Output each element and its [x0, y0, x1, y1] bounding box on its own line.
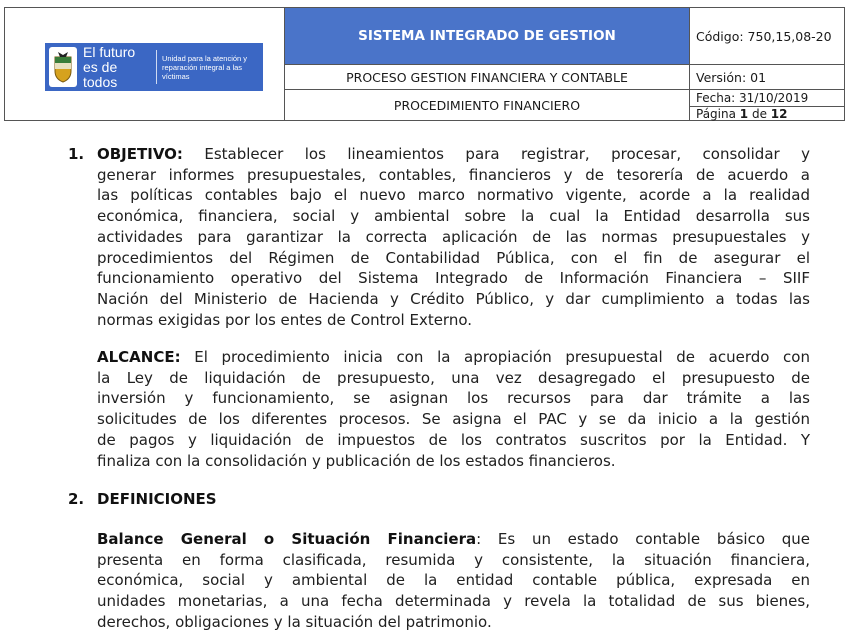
process-name: PROCESO GESTION FINANCIERA Y CONTABLE: [285, 65, 690, 90]
alcance-line: la Ley de liquidación de presupuesto, una vez desagregado el presupuesto de: [97, 368, 810, 387]
alcance-line: finaliza con la consolidación y publicación de los estados financieros.: [97, 451, 616, 470]
objetivo-line: normas exigidas por los entes de Control Externo.: [97, 310, 473, 329]
page-total: 12: [770, 107, 788, 121]
definition-term-sep: :: [476, 530, 482, 548]
document-code: Código: 750,15,08-20: [690, 8, 844, 65]
definition-line: unidades monetarias, a una fecha determinada y revela la totalidad de sus bienes,: [97, 592, 810, 611]
objetivo-line: funcionamiento operativo del Sistema Integrado de Información Financiera – SIIF: [97, 269, 810, 288]
date-page-cell: [690, 90, 844, 120]
alcance-line: inversión y funcionamiento, se asignan los recursos para dar trámite a las: [97, 389, 810, 408]
objetivo-line: Establecer los lineamientos para registrar, procesar, consolidar y: [204, 145, 810, 163]
procedure-name: PROCEDIMIENTO FINANCIERO: [285, 90, 690, 120]
objetivo-line: las políticas contables bajo el nuevo marco normativo vigente, acorde a la realidad: [97, 186, 810, 205]
document-header-table: [4, 7, 845, 121]
alcance-line: solicitudes de los diferentes procesos. Se asigna el PAC y se da inicio a la gestión: [97, 410, 810, 429]
alcance-line: El procedimiento inicia con la apropiación presupuestal de acuerdo con: [194, 348, 810, 366]
document-version: Versión: 01: [690, 65, 844, 90]
definition-line: derechos, obligaciones y la situación del patrimonio.: [97, 612, 492, 631]
alcance-heading: ALCANCE:: [97, 348, 181, 366]
colombia-coat-of-arms-icon: [49, 47, 77, 87]
logo-slogan: El futuro es de todos: [83, 43, 136, 90]
section-1-objetivo: [97, 144, 810, 330]
objetivo-line: actividades para garantizar la correcta aplicación de las normas presupuestales y: [97, 227, 810, 246]
definition-line: Es un estado contable básico que: [497, 530, 810, 548]
objetivo-line: económica, financiera, social y ambiental sobre la cual la Entidad desarrolla sus: [97, 207, 810, 226]
system-title: SISTEMA INTEGRADO DE GESTION: [285, 8, 690, 65]
logo-divider: [156, 50, 157, 84]
section-2-heading: DEFINICIONES: [97, 490, 217, 508]
section-2-number: 2.: [68, 490, 85, 508]
logo-cell: [5, 8, 285, 120]
objetivo-line: generar informes presupuestales, contables, financieros y de tesorería de acuerdo a: [97, 165, 810, 184]
alcance-paragraph: [97, 347, 810, 471]
definition-line: presenta en forma clasificada, resumida y consistente, la situación financiera,: [97, 550, 810, 569]
logo-unidad-text: Unidad para la atención y reparación integral a las víctimas: [162, 53, 248, 81]
definition-line: económica, social y ambiental de la entidad contable pública, expresada en: [97, 571, 810, 590]
page-indicator: [696, 107, 844, 121]
page-current: 1: [739, 107, 749, 121]
definition-term: Balance General o Situación Financiera: [97, 530, 477, 548]
document-date: Fecha: 31/10/2019: [690, 91, 844, 107]
page-prefix: Página: [696, 107, 740, 121]
objetivo-line: Nación del Ministerio de Hacienda y Crédito Público, y dar cumplimiento a todas las: [97, 289, 810, 308]
section-1-number: 1.: [68, 145, 85, 163]
page-mid: de: [748, 107, 771, 121]
definition-balance-general: [97, 529, 810, 633]
objetivo-heading: OBJETIVO:: [97, 145, 183, 163]
entity-logo: [45, 43, 263, 91]
alcance-line: de pagos y liquidación de impuestos de los contratos suscritos por la Entidad. Y: [97, 430, 810, 449]
objetivo-line: procedimientos del Régimen de Contabilidad Pública, con el fin de asegurar el: [97, 248, 810, 267]
